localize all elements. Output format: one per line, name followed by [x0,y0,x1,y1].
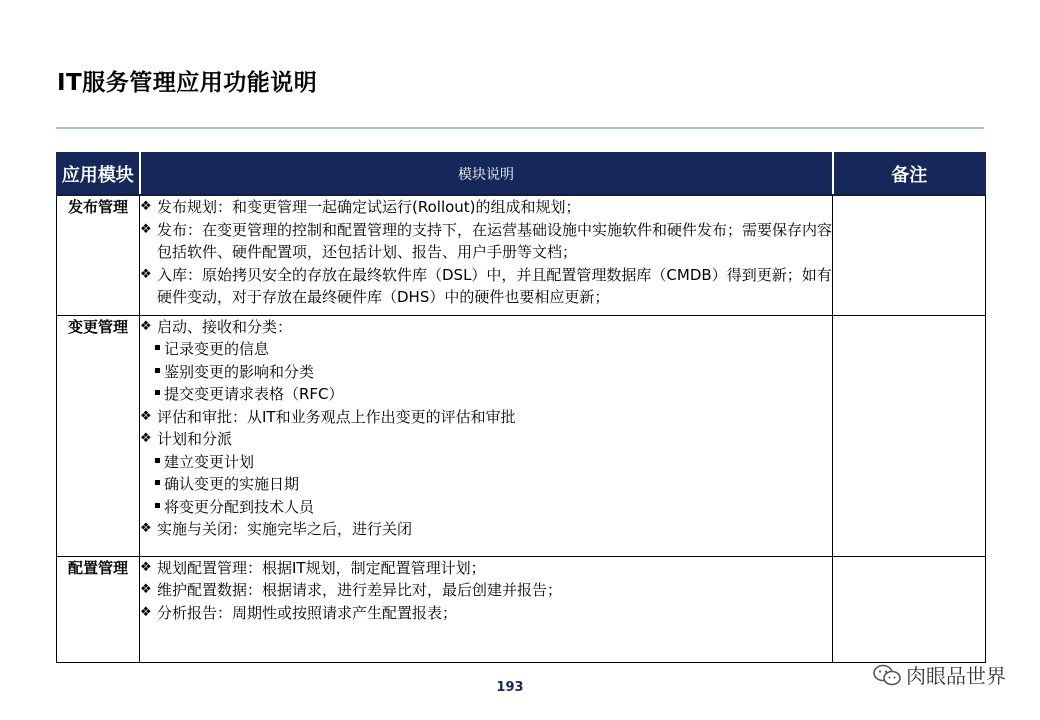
watermark-text: 肉眼品世界 [906,664,1006,688]
description-item [140,557,832,580]
item-text: 记录变更的信息 [164,340,270,358]
header-description: 模块说明 [140,153,833,196]
description-subitem [140,361,832,384]
page-title: IT服务管理应用功能说明 [57,70,318,96]
item-text: 鉴别变更的影响和分类 [164,362,315,381]
description-subitem [140,451,832,474]
module-note [833,195,986,315]
header-module: 应用模块 [57,153,140,196]
square-bullet-icon [155,480,160,485]
description-subitem [140,338,832,361]
item-text: 建立变更计划 [164,452,255,471]
square-bullet-icon [155,368,160,373]
description-item [140,602,832,625]
diamond-bullet-icon: ❖ [140,199,152,214]
description-subitem [140,473,832,496]
square-bullet-icon [155,503,160,508]
diamond-bullet-icon: ❖ [140,559,152,575]
item-text: 实施与关闭：实施完毕之后，进行关闭 [157,520,413,538]
module-description [140,315,833,556]
square-bullet-icon [155,390,160,395]
page-number: 193 [496,680,524,695]
item-text: 提交变更请求表格（RFC） [164,385,344,403]
description-item [140,196,832,219]
module-note [833,315,986,556]
item-text: 计划和分派 [157,430,233,448]
description-subitem [140,496,832,519]
description-item [140,428,832,451]
function-table [56,152,986,663]
module-name: 配置管理 [57,556,140,662]
description-item [140,579,832,602]
module-name: 变更管理 [57,315,140,556]
diamond-bullet-icon: ❖ [140,266,152,282]
description-item [140,518,832,541]
diamond-bullet-icon: ❖ [140,431,152,446]
table-row [57,315,986,556]
description-item [140,264,832,309]
diamond-bullet-icon: ❖ [140,521,152,536]
table-row [57,195,986,315]
module-description [140,556,833,662]
square-bullet-icon [155,458,160,463]
diamond-bullet-icon: ❖ [140,221,152,237]
item-text: 确认变更的实施日期 [164,475,300,493]
item-text: 入库：原始拷贝安全的存放在最终软件库（DSL）中，并且配置管理数据库（CMDB）得到更新；如有硬件变动，对于存放在最终硬件库（DHS）中的硬件也要相应更新； [157,265,832,306]
module-description [140,195,833,315]
description-item [140,219,832,264]
title-divider [56,127,984,129]
item-text: 规划配置管理：根据IT规划，制定配置管理计划； [157,558,486,577]
header-note: 备注 [833,153,986,196]
item-text: 维护配置数据：根据请求，进行差异比对，最后创建并报告； [157,581,563,599]
module-name: 发布管理 [57,195,140,315]
diamond-bullet-icon: ❖ [140,604,152,620]
table-header-row [57,153,986,196]
description-item [140,316,832,339]
diamond-bullet-icon: ❖ [140,318,152,334]
diamond-bullet-icon: ❖ [140,582,152,597]
item-text: 发布：在变更管理的控制和配置管理的支持下，在运营基础设施中实施软件和硬件发布；需要保存内容包括软件、硬件配置项，还包括计划、报告、用户手册等文档； [157,220,833,261]
description-item [140,406,832,429]
description-subitem [140,383,832,406]
item-text: 评估和审批：从IT和业务观点上作出变更的评估和审批 [157,407,516,426]
item-text: 将变更分配到技术人员 [164,497,315,516]
diamond-bullet-icon: ❖ [140,408,152,424]
item-text: 发布规划：和变更管理一起确定试运行(Rollout)的组成和规划； [157,198,581,216]
square-bullet-icon [155,345,160,350]
module-note [833,556,986,662]
table-row [57,556,986,662]
item-text: 分析报告：周期性或按照请求产生配置报表； [157,603,458,622]
watermark [872,660,1006,689]
wechat-icon [872,663,902,687]
item-text: 启动、接收和分类： [157,317,293,336]
